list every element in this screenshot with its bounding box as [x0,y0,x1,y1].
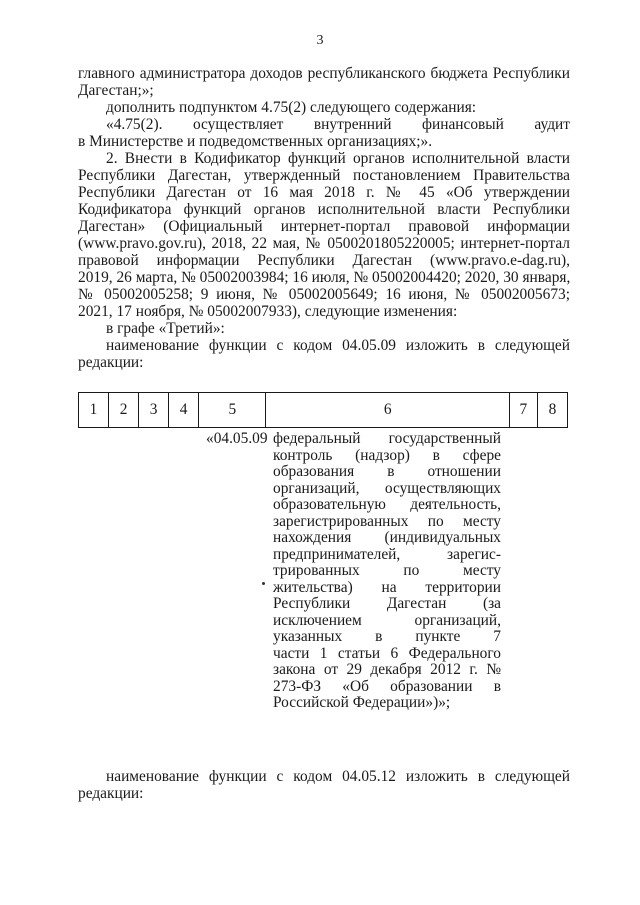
text-line: Российской Федерации»)»; [273,694,451,711]
text-line: в Министерстве и подведомственных организациях;». [78,133,433,150]
text-line: в графе «Третий»: [106,320,225,337]
text-line: трированных по месту [273,562,501,579]
text-line: 2021, 17 ноября, № 05002007933), следующие изменения: [78,303,458,320]
table-header-cell: 1 [79,393,109,428]
table-header-cell: 6 [266,393,509,428]
text-line: 2019, 26 марта, № 05002003984; 16 июля, № 05002004420; 2020, 30 января, [78,269,571,286]
text-line: указанных в пункте 7 [273,628,501,645]
table-header-cell: 4 [169,393,199,428]
text-line: (www.pravo.gov.ru), 2018, 22 мая, № 0500201805220005; интернет-портал [78,235,570,252]
table-header-row [79,393,568,428]
text-line: образования в отношении [273,463,501,480]
text-line: Республики Дагестан от 16 мая 2018 г. № 45 «Об утверждении [78,184,570,201]
paragraph-subpoint [78,116,570,150]
text-line: 2. Внести в Кодификатор функций органов исполнительной власти [106,150,570,167]
table-header-cell: 5 [199,393,266,428]
text-line: наименование функции с кодом 04.05.12 изложить в следующей [106,768,570,785]
table-header-cell: 7 [509,393,537,428]
text-line: Кодификатора функций органов исполнительной власти Республики [78,201,570,218]
text-line: наименование функции с кодом 04.05.09 изложить в следующей [106,337,570,354]
page-number: 3 [316,33,324,48]
text-line: закона от 29 декабря 2012 г. № [273,661,501,678]
text-line: Дагестан;»; [78,82,154,99]
codifier-table-header [78,392,568,428]
text-line: правовой информации Республики Дагестан (www.pravo.e-dag.ru), [78,252,570,269]
text-line: контроль (надзор) в сфере [273,446,501,464]
text-line: редакции: [78,354,144,371]
table-header-cell: 2 [109,393,139,428]
function-description [273,431,501,712]
paragraph-intro [78,65,570,116]
text-line: образовательную деятельность, [273,496,501,513]
scan-mark [262,582,265,585]
text-line: главного администратора доходов республиканского бюджета Республики [78,65,570,82]
function-code: «04.05.09 [206,430,268,447]
paragraph-amendment [78,150,570,371]
text-line: дополнить подпунктом 4.75(2) следующего содержания: [106,99,477,116]
text-line: части 1 статьи 6 Федерального [273,644,501,662]
text-line: Республики Дагестан, утвержденный постановлением Правительства [78,167,570,184]
text-line: № 05002005258; 9 июня, № 05002005649; 16 июня, № 05002005673; [78,286,570,303]
text-line: жительства) на территории [273,578,501,596]
text-line: 273-ФЗ «Об образовании в [273,677,501,695]
text-line: Дагестан» (Официальный интернет-портал правовой информации [78,218,570,235]
table-header-cell: 8 [537,393,567,428]
table-header-cell: 3 [139,393,169,428]
text-line: редакции: [78,785,144,802]
paragraph-next-function [78,768,570,802]
text-line: «4.75(2). осуществляет внутренний финансовый аудит [106,116,570,133]
text-line: исключением организаций, [273,611,501,629]
text-line: зарегистрированных по месту [273,512,501,530]
text-line: федеральный государственный [273,430,501,447]
text-line: Республики Дагестан (за [273,595,501,612]
text-line: предпринимателей, зарегис- [273,545,501,563]
text-line: организаций, осуществляющих [273,479,501,497]
text-line: нахождения (индивидуальных [273,529,501,546]
